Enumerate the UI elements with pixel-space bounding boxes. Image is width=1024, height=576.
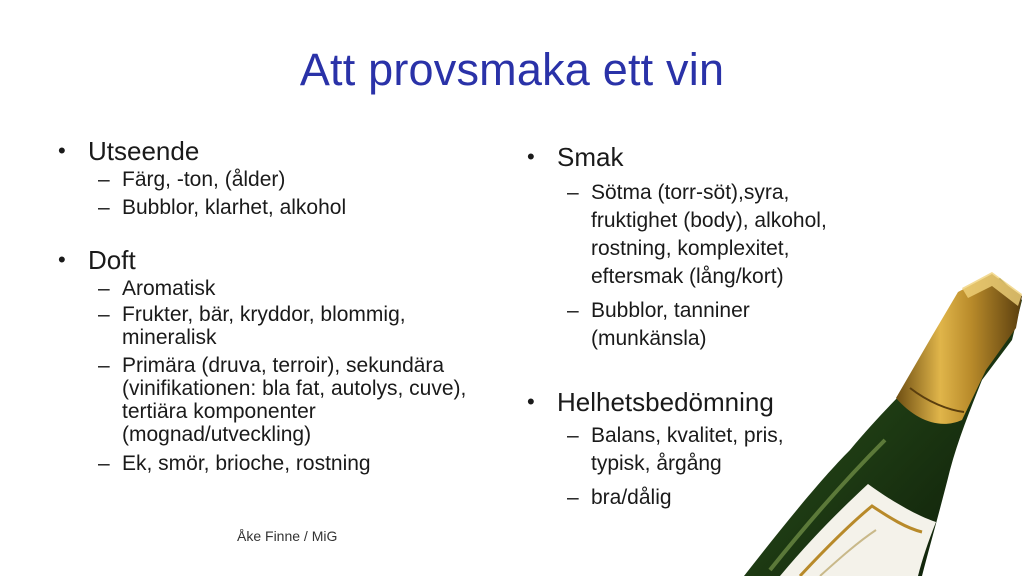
- bullet-smak: • Smak: [527, 142, 827, 172]
- subitem-balans: – Balans, kvalitet, pris, typisk, årgång: [527, 422, 811, 478]
- subitem-bubblor: – Bubblor, klarhet, alkohol: [58, 194, 498, 222]
- champagne-bottle-icon: [700, 270, 1024, 576]
- subitem-bubblor-tanniner: – Bubblor, tanniner (munkänsla): [527, 297, 811, 353]
- subitem-aromatisk: – Aromatisk: [58, 275, 498, 303]
- footer-author: Åke Finne / MiG: [237, 528, 338, 544]
- subitem-sotma: – Sötma (torr-söt),syra, fruktighet (body), alkohol, rostning, komplexitet, eftersmak (lång/kort): [527, 179, 827, 291]
- subitem-frukter: – Frukter, bär, kryddor, blommig, mineralisk: [58, 303, 462, 349]
- subitem-ek: – Ek, smör, brioche, rostning: [58, 450, 498, 478]
- subitem-primara: – Primära (druva, terroir), sekundära (vinifikationen: bla fat, autolys, cuve), tertiära komponenter (mognad/utveckling): [58, 354, 502, 446]
- subitem-farg: – Färg, -ton, (ålder): [58, 166, 498, 194]
- bullet-helhetsbedomning: • Helhetsbedömning: [527, 387, 827, 417]
- bullet-utseende: • Utseende: [58, 136, 498, 166]
- left-column: [58, 136, 498, 478]
- bullet-list-left: [58, 136, 498, 478]
- subitem-bra-dalig: – bra/dålig: [527, 484, 827, 512]
- bullet-doft: • Doft: [58, 245, 498, 275]
- slide-title: Att provsmaka ett vin: [299, 44, 725, 95]
